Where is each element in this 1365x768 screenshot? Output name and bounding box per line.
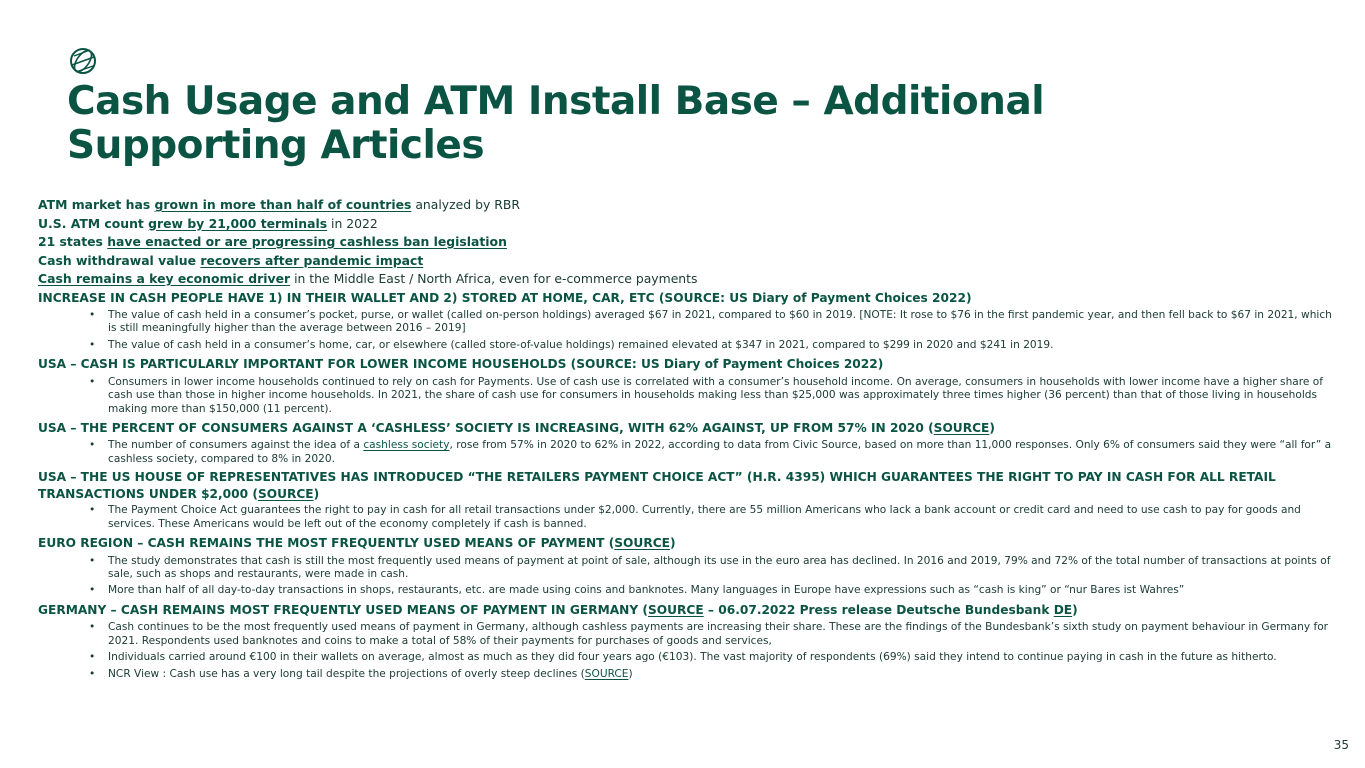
source-link[interactable]: SOURCE — [933, 420, 990, 435]
list-item: • More than half of all day-to-day transactions in shops, restaurants, etc. are made using coins and banknotes. Many languages in Europe have expressions such as “cash is king” or “nur Bares ist Wahres” — [38, 584, 1333, 597]
content — [38, 196, 1338, 684]
intro-bold: U.S. ATM count — [38, 215, 149, 231]
source-link[interactable]: SOURCE — [584, 667, 629, 680]
heading-tail: ) — [989, 420, 995, 435]
bullet-post: , rose from 57% in 2020 to 62% in 2022, according to data from Civic Source, based on more than 11,000 responses. Only 6% of consumers said they were “all for” a cashless society, compared to 8% in 2020. — [108, 439, 1332, 465]
heading-text: GERMANY – CASH REMAINS MOST FREQUENTLY USED MEANS OF PAYMENT IN GERMANY ( — [38, 602, 648, 617]
list-item — [38, 439, 1333, 466]
list-item: • The study demonstrates that cash is still the most frequently used means of payment at point of sale, although its use in the euro area has declined. In 2016 and 2019, 79% and 72% of the total number of transactions at points of sale, such as shops and restaurants, were made in cash. — [38, 555, 1333, 582]
source-link[interactable]: SOURCE — [647, 602, 704, 617]
bullet-list — [38, 376, 1338, 416]
bullet-pre: NCR View : Cash use has a very long tail despite the projections of overly steep declines ( — [108, 667, 585, 680]
list-item: • The Payment Choice Act guarantees the right to pay in cash for all retail transactions under $2,000. Currently, there are 55 million Americans who lack a bank account or credit card and need to use cash to pay for goods and services. These Americans would be left out of the economy completely if cash is banned. — [38, 504, 1333, 531]
source-link[interactable]: SOURCE — [614, 536, 670, 551]
intro-rest: in the Middle East / North Africa, even for e-commerce payments — [290, 271, 698, 286]
section-heading — [38, 419, 1338, 438]
list-item: • Cash continues to be the most frequently used means of payment in Germany, although cashless payments are increasing their share. These are the findings of the Bundesbank’s sixth study on payment behaviour in Germany for 2021. Respondents used banknotes and coins to make a total of 58% of their payments for purchases of goods and services, — [38, 621, 1333, 648]
cashless-society-link[interactable]: cashless society — [363, 439, 450, 452]
de-link[interactable]: DE — [1053, 602, 1073, 617]
bullet-list — [38, 555, 1338, 598]
intro-line — [38, 270, 1338, 289]
bullet-list — [38, 439, 1338, 466]
heading-text: USA – THE US HOUSE OF REPRESENTATIVES HAS INTRODUCED “THE RETAILERS PAYMENT CHOICE ACT” (H.R. 4395) WHICH GUARANTEES THE RIGHT TO PAY IN CASH FOR ALL RETAIL TRANSACTIONS UNDER $2,000 ( — [38, 470, 1276, 501]
intro-link[interactable]: Cash remains a key economic driver — [38, 271, 291, 286]
heading-text: USA – THE PERCENT OF CONSUMERS AGAINST A ‘CASHLESS’ SOCIETY IS INCREASING, WITH 62% AGAINST, UP FROM 57% IN 2020 ( — [38, 420, 934, 435]
heading-tail: ) — [1072, 602, 1078, 617]
page-title: Cash Usage and ATM Install Base – Additional Supporting Articles — [67, 79, 1045, 168]
list-item — [38, 668, 1333, 681]
intro-bold: ATM market has — [38, 197, 155, 212]
intro-line — [38, 252, 1338, 271]
bullet-pre: The number of consumers against the idea of a — [108, 439, 364, 452]
intro-rest: in 2022 — [327, 215, 378, 231]
intro-line — [38, 215, 1338, 234]
section-heading: USA – CASH IS PARTICULARLY IMPORTANT FOR LOWER INCOME HOUSEHOLDS (SOURCE: US Diary of Payment Choices 2022) — [38, 357, 884, 372]
intro-bold: Cash withdrawal value — [38, 252, 201, 268]
heading-tail: ) — [669, 536, 676, 551]
intro-bold: 21 states — [38, 234, 108, 249]
bullet-list — [38, 504, 1338, 531]
list-item: • The value of cash held in a consumer’s pocket, purse, or wallet (called on-person holdings) averaged $67 in 2021, compared to $60 in 2019. [NOTE: It rose to $76 in the first pandemic year, and then fell back to $67 in 2021, which is still meaningfully higher than the average between 2016 – 2019] — [38, 309, 1333, 336]
section-heading-germany — [38, 601, 1338, 620]
list-item: • The value of cash held in a consumer’s home, car, or elsewhere (called store-of-value holdings) remained elevated at $347 in 2021, compared to $299 in 2020 and $241 in 2019. — [38, 339, 1333, 352]
source-link[interactable]: SOURCE — [257, 486, 314, 501]
bullet-tail: ) — [628, 667, 633, 680]
intro-line — [38, 196, 1338, 215]
list-item: • Individuals carried around €100 in their wallets on average, almost as much as they did four years ago (€103). The vast majority of respondents (69%) said they intend to continue paying in cash in the future as hitherto. — [38, 651, 1333, 664]
bullet-list — [38, 621, 1338, 681]
intro-link[interactable]: recovers after pandemic impact — [200, 252, 424, 268]
globe-icon — [68, 46, 98, 76]
section-heading: INCREASE IN CASH PEOPLE HAVE 1) IN THEIR WALLET AND 2) STORED AT HOME, CAR, ETC (SOURCE: US Diary of Payment Choices 2022) — [38, 290, 972, 305]
page-number: 35 — [1333, 738, 1349, 752]
intro-link[interactable]: grew by 21,000 terminals — [148, 215, 328, 231]
section-heading — [38, 534, 1338, 553]
bullet-list — [38, 309, 1338, 352]
heading-text: EURO REGION – CASH REMAINS THE MOST FREQUENTLY USED MEANS OF PAYMENT ( — [38, 536, 615, 551]
intro-rest: analyzed by RBR — [411, 197, 520, 212]
intro-link[interactable]: have enacted or are progressing cashless ban legislation — [107, 234, 507, 249]
intro-line — [38, 233, 1338, 252]
intro-link[interactable]: grown in more than half of countries — [154, 197, 412, 212]
section-heading — [38, 469, 1278, 502]
list-item: • Consumers in lower income households continued to rely on cash for Payments. Use of cash use is correlated with a consumer’s household income. On average, consumers in households with lower income have a higher share of cash use than those in higher income households. In 2021, the share of cash use for consumers in households making less than $25,000 was approximately three times higher (36 percent) than that of those living in households making more than $150,000 (11 percent). — [38, 376, 1333, 416]
heading-tail: ) — [313, 486, 320, 501]
heading-mid: – 06.07.2022 Press release Deutsche Bundesbank — [703, 602, 1054, 617]
